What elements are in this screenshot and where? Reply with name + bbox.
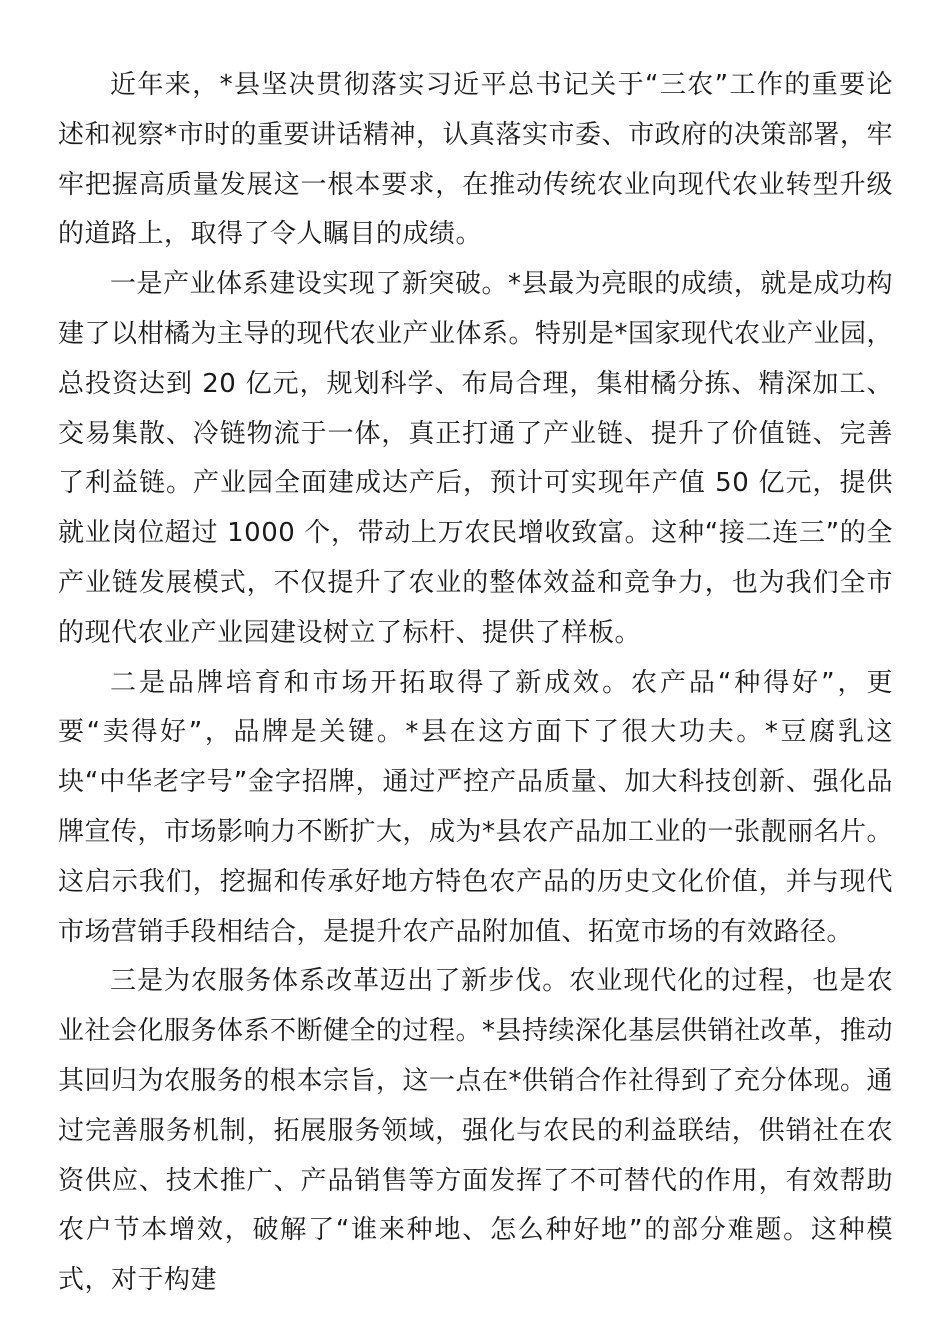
- paragraph-brand-market: 二是品牌培育和市场开拓取得了新成效。农产品“种得好”，更要“卖得好”，品牌是关键。*县在这方面下了很大功夫。*豆腐乳这块“中华老字号”金字招牌，通过严控产品质量、加大科技创新、强化品牌宣传，市场影响力不断扩大，成为*县农产品加工业的一张靓丽名片。这启示我们，挖掘和传承好地方特色农产品的历史文化价值，并与现代市场营销手段相结合，是提升农产品附加值、拓宽市场的有效路径。: [58, 667, 894, 947]
- paragraph-industry-system: 一是产业体系建设实现了新突破。*县最为亮眼的成绩，就是成功构建了以柑橘为主导的现代农业产业体系。特别是*国家现代农业产业园，总投资达到 20 亿元，规划科学、布局合理，集柑橘分拣、精深加工、交易集散、冷链物流于一体，真正打通了产业链、提升了价值链、完善了利益链。产业园全面建成达产后，预计可实现年产值 50 亿元，提供就业岗位超过 1000 个，带动上万农民增收致富。这种“接二连三”的全产业链发展模式，不仅提升了农业的整体效益和竞争力，也为我们全市的现代农业产业园建设树立了标杆、提供了样板。: [58, 269, 894, 648]
- document-body: [58, 61, 893, 1306]
- paragraph-intro: 近年来，*县坚决贯彻落实习近平总书记关于“三农”工作的重要论述和视察*市时的重要讲话精神，认真落实市委、市政府的决策部署，牢牢把握高质量发展这一根本要求，在推动传统农业向现代农业转型升级的道路上，取得了令人瞩目的成绩。: [58, 70, 894, 250]
- paragraph-service-reform: 三是为农服务体系改革迈出了新步伐。农业现代化的过程，也是农业社会化服务体系不断健全的过程。*县持续深化基层供销社改革，推动其回归为农服务的根本宗旨，这一点在*供销合作社得到了充分体现。通过完善服务机制，拓展服务领域，强化与农民的利益联结，供销社在农资供应、技术推广、产品销售等方面发挥了不可替代的作用，有效帮助农户节本增效，破解了“谁来种地、怎么种好地”的部分难题。这种模式，对于构建: [58, 966, 894, 1296]
